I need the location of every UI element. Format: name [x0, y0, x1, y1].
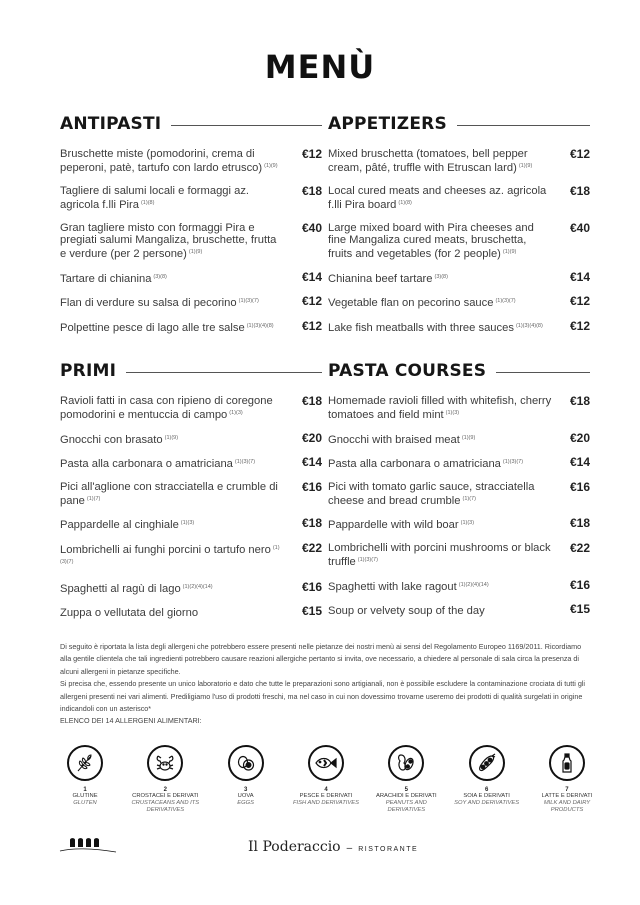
item-allergens: (1)(9) [518, 163, 533, 170]
item-name: Polpettine pesce di lago alle tre salse [60, 321, 245, 334]
allergen-name-it: GLUTINE [72, 793, 98, 799]
divider [496, 372, 590, 373]
menu-item [60, 295, 322, 309]
egg-icon [228, 745, 264, 781]
item-allergens: (1)(3)(7) [495, 298, 516, 305]
item-allergens: (1)(3)(7) [502, 459, 524, 466]
menu-item [60, 481, 322, 508]
allergen-peanuts [367, 745, 445, 814]
allergen-name-it: PESCE E DERIVATI [299, 793, 353, 799]
allergen-name-it: SOIA E DERIVATI [463, 793, 510, 799]
section-heading: ANTIPASTI [60, 114, 162, 134]
item-allergens: (1)(9) [188, 249, 203, 256]
item-price: €16 [569, 577, 590, 592]
menu-item [60, 605, 322, 619]
item-price: €16 [569, 479, 590, 494]
menu-item [328, 395, 590, 422]
item-price: €18 [301, 183, 322, 198]
item-price: €18 [569, 394, 590, 408]
menu-item [328, 579, 590, 593]
item-name: Local cured meats and cheeses az. agricola f.lli Pira board [328, 184, 547, 212]
menu-item [60, 271, 322, 285]
item-price: €12 [569, 318, 590, 333]
allergen-fish [287, 745, 365, 814]
allergen-name-it: ARACHIDI E DERIVATI [375, 793, 437, 799]
item-name: Lombrichelli with porcini mushrooms or black truffle [328, 541, 551, 569]
menu-item [60, 222, 322, 261]
item-price: €12 [301, 294, 322, 309]
item-price: €22 [569, 540, 590, 555]
allergen-number: 6 [484, 787, 489, 793]
item-name: Pici all'aglione con stracciatella e crumble di pane [60, 480, 278, 508]
item-name: Bruschette miste (pomodorini, crema di peperoni, patè, tartufo con lardo etrusco) [60, 148, 263, 175]
page-title: MENÙ [264, 48, 376, 86]
item-price: €15 [301, 604, 322, 619]
allergen-number: 7 [565, 787, 569, 793]
menu-item [328, 603, 590, 617]
item-name: Pasta alla carbonara o amatriciana [328, 458, 501, 471]
allergen-number: 3 [243, 787, 248, 793]
menu-item [60, 517, 322, 531]
item-allergens: (3)(8) [153, 273, 167, 280]
allergen-eggs [207, 745, 285, 814]
menu-item [328, 456, 590, 470]
milk-bottle-icon [549, 745, 585, 781]
allergen-crustaceans [126, 745, 204, 814]
menu-item [60, 456, 322, 470]
item-price: €18 [569, 183, 590, 198]
allergen-name-en: SOY AND DERIVATIVES [454, 800, 520, 806]
item-name: Mixed bruschetta (tomatoes, bell pepper cream, pâté, truffle with Etruscan lard) [328, 148, 528, 175]
allergen-list [46, 745, 606, 814]
menu-item [328, 185, 590, 212]
allergen-soy [448, 745, 526, 814]
item-name: Gnocchi with braised meat [328, 433, 460, 446]
item-allergens: (1)(7) [86, 496, 101, 503]
wheat-icon [67, 745, 103, 781]
allergen-name-en: FISH AND DERIVATIVES [292, 800, 359, 806]
item-price: €12 [301, 318, 322, 333]
item-name: Tagliere di salumi locali e formaggi az. agricola f.lli Pira [60, 184, 250, 212]
menu-item [60, 148, 322, 175]
item-name: Pappardelle with wild boar [328, 519, 459, 532]
peanut-icon [388, 745, 424, 781]
notice-paragraph: Si precisa che, essendo presente un unico laboratorio e dato che tutte le preparazioni sono artigianali, non è possibile escludere la contaminazione crociata di tutti gli allergeni presenti nei vari alimenti. Prediligiamo l'uso di prodotti freschi, ma nel caso in cui non dovessimo trovarne useremo dei prodotti di qualità surgelati in origine indicandoli con un asterisco* [60, 679, 586, 714]
restaurant-logo-icon [58, 836, 118, 858]
item-name: Gnocchi con brasato [60, 433, 163, 446]
footer [58, 834, 588, 862]
brand-separator: – [346, 843, 353, 854]
item-price: €40 [569, 220, 590, 235]
allergen-name-en: CRUSTACEANS AND ITS DERIVATIVES [131, 800, 200, 813]
item-allergens: (1)(3) [180, 520, 195, 527]
section-primi [60, 359, 322, 629]
crab-icon [147, 745, 183, 781]
allergen-name-it: CROSTACEI E DERIVATI [132, 793, 199, 799]
section-heading: APPETIZERS [328, 114, 447, 134]
item-price: €14 [301, 455, 322, 470]
menu-item [60, 432, 322, 446]
menu-item [60, 395, 322, 422]
menu-item [328, 320, 590, 334]
restaurant-subtitle: RISTORANTE [358, 846, 419, 853]
menu-item [60, 581, 322, 595]
item-allergens: (1)(9) [461, 434, 476, 441]
fish-icon [308, 745, 344, 781]
allergen-name-it: UOVA [237, 793, 254, 799]
item-price: €16 [301, 479, 322, 494]
item-name: Flan di verdure su salsa di pecorino [60, 297, 237, 310]
item-price: €12 [569, 294, 590, 309]
item-price: €20 [301, 430, 322, 445]
item-name: Pappardelle al cinghiale [60, 519, 179, 532]
item-name: Soup or velvety soup of the day [328, 605, 485, 618]
section-heading: PASTA COURSES [328, 361, 487, 381]
item-name: Pasta alla carbonara o amatriciana [60, 458, 233, 471]
item-price: €18 [301, 516, 322, 531]
item-allergens: (1)(9) [264, 163, 278, 170]
section-antipasti [60, 112, 322, 344]
item-price: €40 [301, 220, 322, 235]
item-allergens: (1)(2)(4)(14) [458, 581, 489, 588]
item-allergens: (1)(3)(4)(8) [515, 322, 543, 329]
item-allergens: (1)(3) [460, 520, 475, 527]
item-allergens: (1)(3)(7) [60, 544, 280, 566]
menu-item [328, 295, 590, 309]
allergen-name-en: EGGS [237, 800, 255, 806]
item-allergens: (1)(2)(4)(14) [182, 583, 213, 590]
item-price: €15 [569, 602, 590, 617]
item-name: Lombrichelli ai funghi porcini o tartufo nero [60, 543, 271, 556]
item-allergens: (1)(3) [445, 410, 460, 417]
item-allergens: (1)(9) [502, 249, 517, 256]
item-price: €20 [569, 430, 590, 445]
item-price: €22 [301, 540, 322, 555]
allergen-gluten [46, 745, 124, 814]
item-name: Pici with tomato garlic sauce, stracciatella cheese and bread crumble [328, 480, 535, 508]
allergen-number: 1 [83, 787, 87, 793]
item-price: €14 [569, 455, 590, 470]
menu-item [328, 148, 590, 175]
item-name: Gran tagliere misto con formaggi Pira e pregiati salumi Mangaliza, bruschette, frutta e verdure (per 2 persone) [60, 221, 277, 261]
item-name: Lake fish meatballs with three sauces [328, 321, 514, 334]
menu-item [328, 542, 590, 569]
item-name: Vegetable flan on pecorino sauce [328, 297, 494, 310]
allergen-number: 5 [404, 787, 408, 793]
item-price: €12 [301, 147, 322, 161]
divider [126, 372, 322, 373]
soy-icon [469, 745, 505, 781]
item-allergens: (1)(3) [229, 410, 243, 417]
item-price: €14 [301, 269, 322, 284]
menu-item [60, 320, 322, 334]
section-pasta-courses [328, 359, 590, 627]
item-allergens: (1)(3)(4)(8) [246, 322, 274, 329]
allergen-name-en: GLUTEN [73, 800, 97, 806]
allergen-notice [60, 641, 590, 728]
divider [171, 125, 322, 126]
item-name: Tartare di chianina [60, 272, 152, 285]
allergen-name-it: LATTE E DERIVATI [541, 793, 593, 799]
item-name: Zuppa o vellutata del giorno [60, 607, 199, 620]
item-price: €18 [569, 516, 590, 531]
item-allergens: (1)(7) [462, 496, 476, 503]
item-name: Chianina beef tartare [328, 272, 433, 285]
menu-item [328, 481, 590, 508]
restaurant-brand [248, 838, 418, 856]
item-name: Spaghetti al ragù di lago [60, 582, 181, 595]
item-name: Homemade ravioli filled with whitefish, cherry tomatoes and field mint [328, 395, 552, 422]
item-allergens: (1)(8) [140, 200, 155, 207]
menu-item [60, 185, 322, 212]
notice-paragraph: Di seguito è riportata la lista degli allergeni che potrebbero essere presenti nelle pietanze dei nostri menù ai sensi del Regolamento Europeo 1169/2011. Ricordiamo alla gentile clientela che tali ingredienti potrebbero causare reazioni allergiche pertanto si invita, ove necessario, a chiedere al personale di sala circa la presenza di alcuni allergeni in pietanze specifiche. [60, 642, 582, 676]
item-allergens: (1)(3)(7) [357, 557, 378, 564]
restaurant-name: Il Poderaccio [248, 839, 341, 855]
item-name: Large mixed board with Pira cheeses and fine Mangaliza cured meats, bruschetta, fruits and vegetables (for 2 people) [328, 221, 534, 261]
menu-item [328, 432, 590, 446]
item-allergens: (3)(8) [434, 273, 448, 280]
divider [457, 125, 590, 126]
allergen-name-en: MILK AND DAIRY PRODUCTS [543, 800, 591, 813]
allergen-number: 2 [163, 787, 167, 793]
item-price: €16 [301, 579, 322, 594]
item-name: Spaghetti with lake ragout [328, 580, 457, 593]
menu-item [60, 542, 322, 571]
item-allergens: (1)(9) [164, 434, 179, 441]
menu-item [328, 222, 590, 261]
allergen-milk [528, 745, 606, 814]
section-appetizers [328, 112, 590, 344]
menu-item [328, 271, 590, 285]
item-allergens: (1)(3)(7) [238, 298, 259, 305]
menu-item [328, 517, 590, 531]
item-price: €14 [569, 269, 590, 284]
item-name: Ravioli fatti in casa con ripieno di coregone pomodorini e mentuccia di campo [60, 395, 273, 422]
item-price: €12 [569, 147, 590, 161]
item-price: €18 [301, 394, 322, 408]
notice-heading: ELENCO DEI 14 ALLERGENI ALIMENTARI: [60, 716, 202, 726]
item-allergens: (1)(3)(7) [234, 459, 256, 466]
allergen-number: 4 [324, 787, 328, 793]
item-allergens: (1)(8) [398, 200, 412, 207]
allergen-name-en: PEANUTS AND DERIVATIVES [385, 800, 427, 813]
section-heading: PRIMI [60, 361, 117, 381]
